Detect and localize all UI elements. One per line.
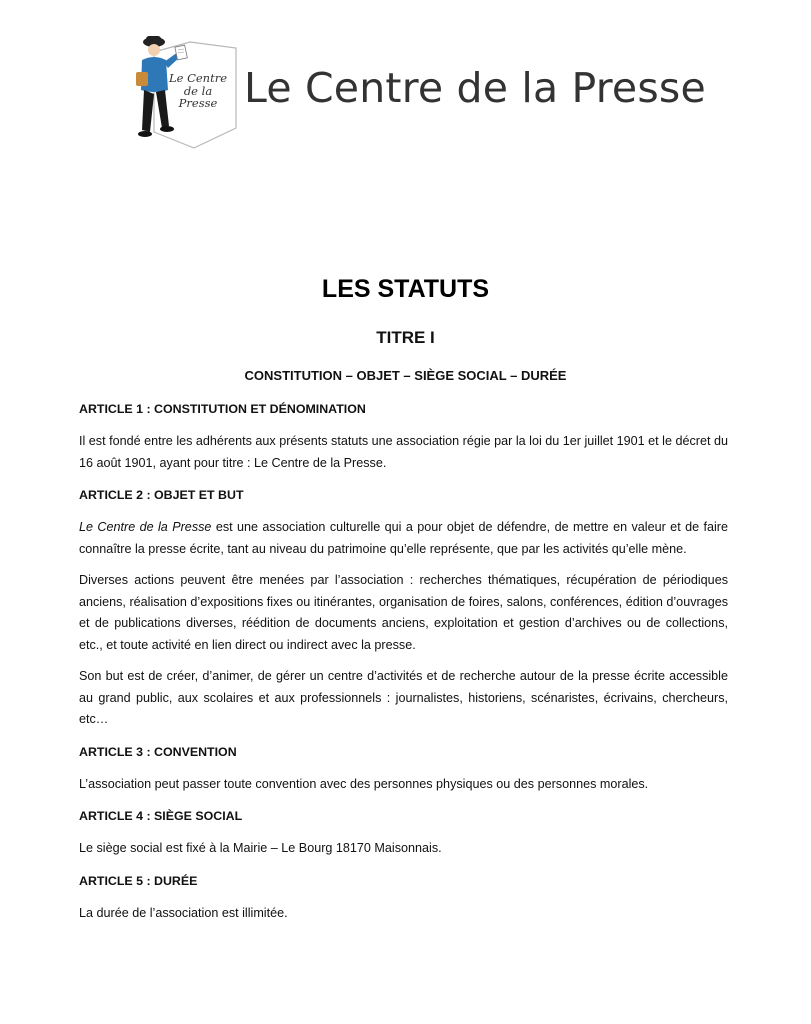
article-2-paragraph-1 [79,517,728,560]
article-4-heading: ARTICLE 4 : SIÈGE SOCIAL [79,809,243,823]
titre-heading: TITRE I [376,328,435,347]
logo-text [168,72,228,110]
document-title: LES STATUTS [321,275,490,303]
section-heading: CONSTITUTION – OBJET – SIÈGE SOCIAL – DURÉE [244,368,567,383]
article-2-paragraph-3: Son but est de créer, d’animer, de gérer un centre d’activités et de recherche autour de la presse écrite accessible au grand public, aux scolaires et aux professionnels : journalistes, historiens, scénaristes, écrivains, chercheurs, etc… [79,669,728,726]
association-name-italic: Le Centre de la Presse [79,520,212,534]
article-2-paragraph-1-text: est une association culturelle qui a pour objet de défendre, de mettre en valeur et de faire connaître la presse écrite, tant au niveau du patrimoine qu’elle représente, que par les activités qu’elle mène. [79,520,728,556]
brand-name: Le Centre de la Presse [244,64,706,112]
article-1-paragraph: Il est fondé entre les adhérents aux présents statuts une association régie par la loi du 1er juillet 1901 et le décret du 16 août 1901, ayant pour titre : Le Centre de la Presse. [79,434,728,470]
article-1-heading: ARTICLE 1 : CONSTITUTION ET DÉNOMINATION [79,402,366,416]
header [132,28,732,152]
article-5-heading: ARTICLE 5 : DURÉE [79,873,198,888]
article-2-paragraph-2: Diverses actions peuvent être menées par l’association : recherches thématiques, récupération de périodiques anciens, réalisation d’expositions fixes ou itinérantes, organisation de foires, salons, conférences, édition d’ouvrages et de publications diverses, réédition de documents anciens, exploitation et gestion d’archives ou de collections, etc., et toute activité en lien direct ou indirect avec la presse. [79,573,728,652]
article-5-paragraph: La durée de l’association est illimitée. [79,905,288,920]
document-body [79,400,728,936]
article-4-paragraph: Le siège social est fixé à la Mairie – Le Bourg 18170 Maisonnais. [79,841,442,855]
logo-text-value: Le Centre de la Presse [168,71,228,110]
article-2-heading: ARTICLE 2 : OBJET ET BUT [79,488,244,502]
article-3-heading: ARTICLE 3 : CONVENTION [79,744,237,759]
article-3-paragraph: L’association peut passer toute convention avec des personnes physiques ou des personnes morales. [79,776,649,791]
